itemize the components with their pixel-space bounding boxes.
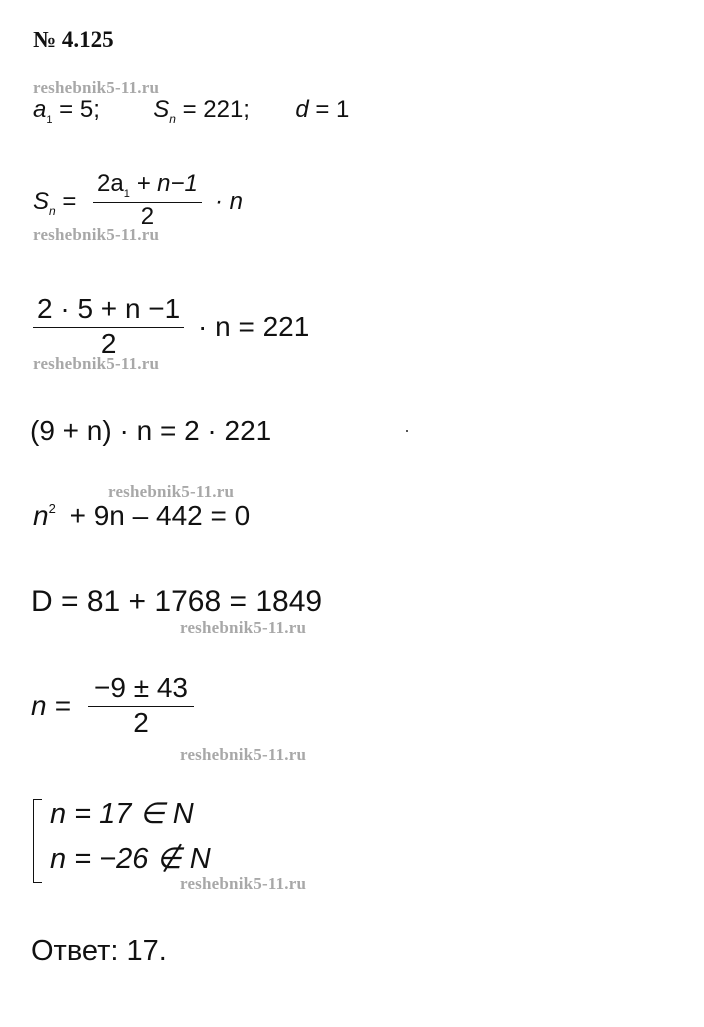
sum-formula-lhs	[33, 188, 76, 218]
watermark: reshebnik5-11.ru	[33, 225, 160, 244]
s-subscript: n	[169, 112, 176, 126]
fraction-numerator: 2 · 5 + n −1	[37, 293, 181, 324]
system-bracket	[33, 799, 42, 883]
s-subscript: n	[49, 204, 56, 218]
d-value: = 1	[315, 96, 350, 123]
quadratic-rest: + 9n – 442 = 0	[69, 500, 251, 531]
equation-step4: (9 + n) · n = 2 · 221	[30, 415, 272, 446]
fraction-numerator: −9 ± 43	[94, 672, 188, 703]
s-value: = 221;	[182, 96, 250, 123]
substituted-fraction	[33, 293, 184, 360]
fraction-denominator: 2	[88, 706, 194, 739]
a-subscript: 1	[123, 188, 130, 200]
stray-dot	[406, 430, 408, 432]
two-a: 2a	[97, 170, 124, 197]
problem-number: № 4.125	[33, 27, 114, 52]
a-subscript: 1	[46, 114, 53, 126]
root-two: n = −26 ∉ N	[50, 843, 211, 875]
exponent: 2	[48, 501, 56, 516]
root-one: n = 17 ∈ N	[50, 798, 194, 830]
roots-fraction	[88, 672, 194, 739]
a-value: = 5;	[59, 96, 100, 123]
watermark: reshebnik5-11.ru	[33, 354, 160, 373]
numerator-rest: + n−1	[136, 170, 198, 197]
equation-rhs: · n = 221	[198, 311, 310, 342]
fraction-denominator: 2	[33, 327, 184, 360]
watermark: reshebnik5-11.ru	[108, 482, 235, 501]
multiply-n: · n	[215, 188, 244, 215]
d-symbol: d	[295, 96, 309, 123]
sum-formula-fraction	[93, 170, 202, 231]
answer: Ответ: 17.	[31, 935, 167, 967]
a-symbol: a	[33, 96, 47, 123]
discriminant: D = 81 + 1768 = 1849	[31, 585, 323, 618]
fraction-numerator	[93, 170, 202, 202]
watermark: reshebnik5-11.ru	[180, 745, 307, 764]
quadratic-equation	[33, 500, 250, 532]
roots-lhs: n =	[31, 690, 71, 721]
fraction-denominator: 2	[93, 202, 202, 231]
watermark: reshebnik5-11.ru	[180, 874, 307, 893]
given-values	[33, 96, 349, 126]
watermark: reshebnik5-11.ru	[33, 78, 160, 97]
n-symbol: n	[33, 500, 49, 531]
watermark: reshebnik5-11.ru	[180, 618, 307, 637]
equals-sign: =	[62, 188, 77, 215]
s-symbol: S	[153, 96, 170, 123]
s-symbol: S	[33, 188, 50, 215]
